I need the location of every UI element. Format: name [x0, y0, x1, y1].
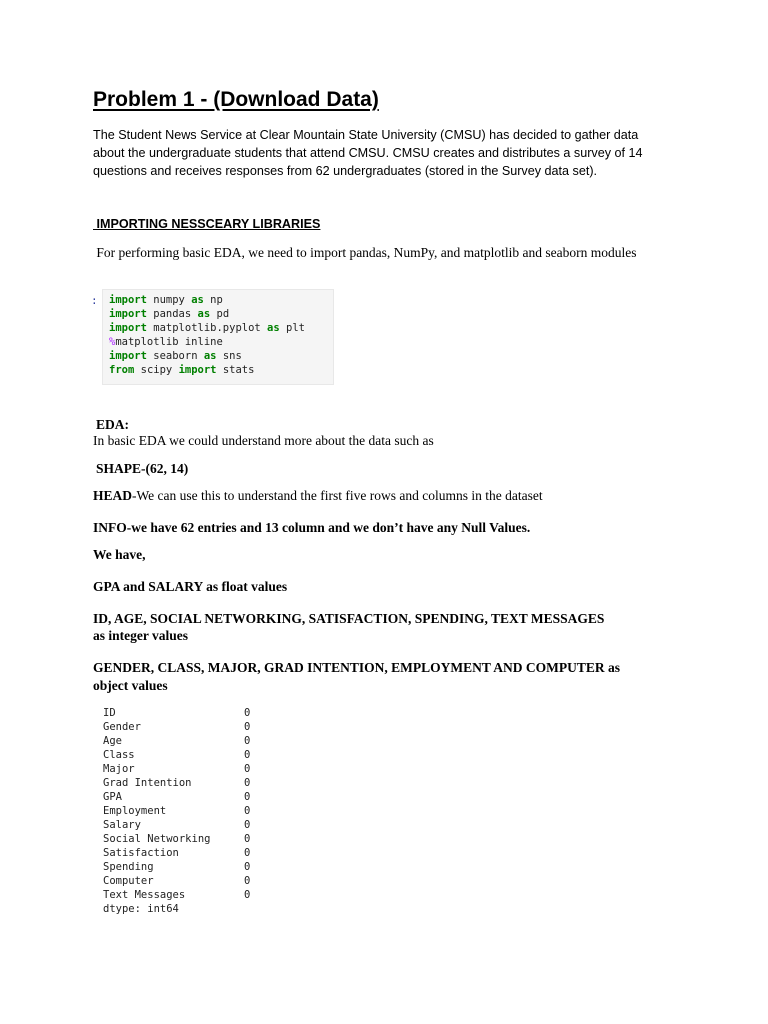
column-name: Gender	[103, 721, 141, 733]
null-count: 0	[244, 777, 251, 789]
null-count: 0	[244, 861, 251, 873]
intro-paragraph: The Student News Service at Clear Mountain State University (CMSU) has decided to gather data about the undergraduate students that attend CMSU. CMSU creates and distributes a survey of 14 questions and receives responses from 62 undergraduates (stored in the Survey data set).	[93, 128, 643, 178]
code-text: scipy	[134, 364, 179, 376]
column-name: Computer	[103, 875, 154, 887]
code-line	[109, 308, 229, 320]
code-text: pd	[210, 308, 230, 320]
code-text: matplotlib inline	[115, 336, 223, 348]
null-count: 0	[244, 721, 251, 733]
libraries-heading-text: IMPORTING NESSCEARY LIBRARIES	[96, 217, 321, 231]
column-name: ID	[103, 707, 116, 719]
null-count: 0	[244, 889, 251, 901]
code-cell	[102, 289, 334, 385]
dtype-label: dtype: int64	[103, 903, 179, 915]
column-name: Social Networking	[103, 833, 211, 845]
null-count: 0	[244, 763, 251, 775]
code-line	[109, 350, 242, 362]
code-text: seaborn	[146, 350, 204, 362]
code-text: pandas	[146, 308, 198, 320]
code-keyword: as	[197, 308, 211, 320]
column-name: GPA	[103, 791, 122, 803]
code-keyword: import	[109, 322, 147, 334]
code-keyword: import	[109, 308, 147, 320]
column-name: Text Messages	[103, 889, 186, 901]
head-label: HEAD	[93, 488, 133, 503]
code-keyword: as	[191, 294, 204, 306]
shape-line: SHAPE-(62, 14)	[96, 461, 189, 476]
null-count: 0	[244, 735, 251, 747]
code-text: numpy	[146, 294, 192, 306]
null-count: 0	[244, 749, 251, 761]
eda-description: In basic EDA we could understand more about the data such as	[93, 433, 434, 448]
column-name: Grad Intention	[103, 777, 192, 789]
code-text: matplotlib.pyplot	[146, 322, 268, 334]
column-name: Major	[103, 763, 135, 775]
code-magic: %	[109, 336, 116, 348]
integer-values-line-2: as integer values	[93, 628, 188, 643]
integer-values-line: ID, AGE, SOCIAL NETWORKING, SATISFACTION, SPENDING, TEXT MESSAGES	[93, 611, 605, 626]
column-name: Class	[103, 749, 135, 761]
code-keyword: import	[178, 364, 217, 376]
null-count: 0	[244, 791, 251, 803]
code-text: plt	[279, 322, 305, 334]
null-count: 0	[244, 707, 251, 719]
code-text: stats	[216, 364, 255, 376]
code-text: sns	[216, 350, 242, 362]
eda-heading: EDA:	[96, 417, 129, 432]
code-line	[109, 294, 223, 306]
code-cell-prompt: :	[91, 294, 98, 307]
we-have-line: We have,	[93, 547, 146, 562]
column-name: Age	[103, 735, 122, 747]
object-values-line: GENDER, CLASS, MAJOR, GRAD INTENTION, EMPLOYMENT AND COMPUTER as	[93, 660, 621, 675]
head-line	[93, 488, 543, 504]
column-name: Employment	[103, 805, 167, 817]
column-name: Spending	[103, 861, 154, 873]
code-line	[109, 322, 305, 334]
null-count: 0	[244, 819, 251, 831]
code-keyword: as	[267, 322, 280, 334]
info-line: INFO-we have 62 entries and 13 column and we don’t have any Null Values.	[93, 520, 531, 535]
code-text: np	[203, 294, 223, 306]
code-keyword: as	[203, 350, 217, 362]
page-title: Problem 1 - (Download Data)	[93, 88, 379, 111]
object-values-line-2: object values	[93, 678, 168, 693]
column-name: Salary	[103, 819, 141, 831]
code-keyword: from	[109, 364, 135, 376]
code-keyword: import	[109, 294, 147, 306]
column-name: Satisfaction	[103, 847, 179, 859]
null-count: 0	[244, 833, 251, 845]
code-line	[109, 336, 223, 348]
code-line	[109, 364, 254, 376]
null-count: 0	[244, 875, 251, 887]
null-count: 0	[244, 805, 251, 817]
float-values-line: GPA and SALARY as float values	[93, 579, 288, 594]
code-keyword: import	[109, 350, 147, 362]
null-count: 0	[244, 847, 251, 859]
libraries-description: For performing basic EDA, we need to import pandas, NumPy, and matplotlib and seaborn modules	[93, 245, 637, 260]
libraries-heading	[93, 217, 320, 231]
head-text: -We can use this to understand the first five rows and columns in the dataset	[132, 488, 543, 503]
